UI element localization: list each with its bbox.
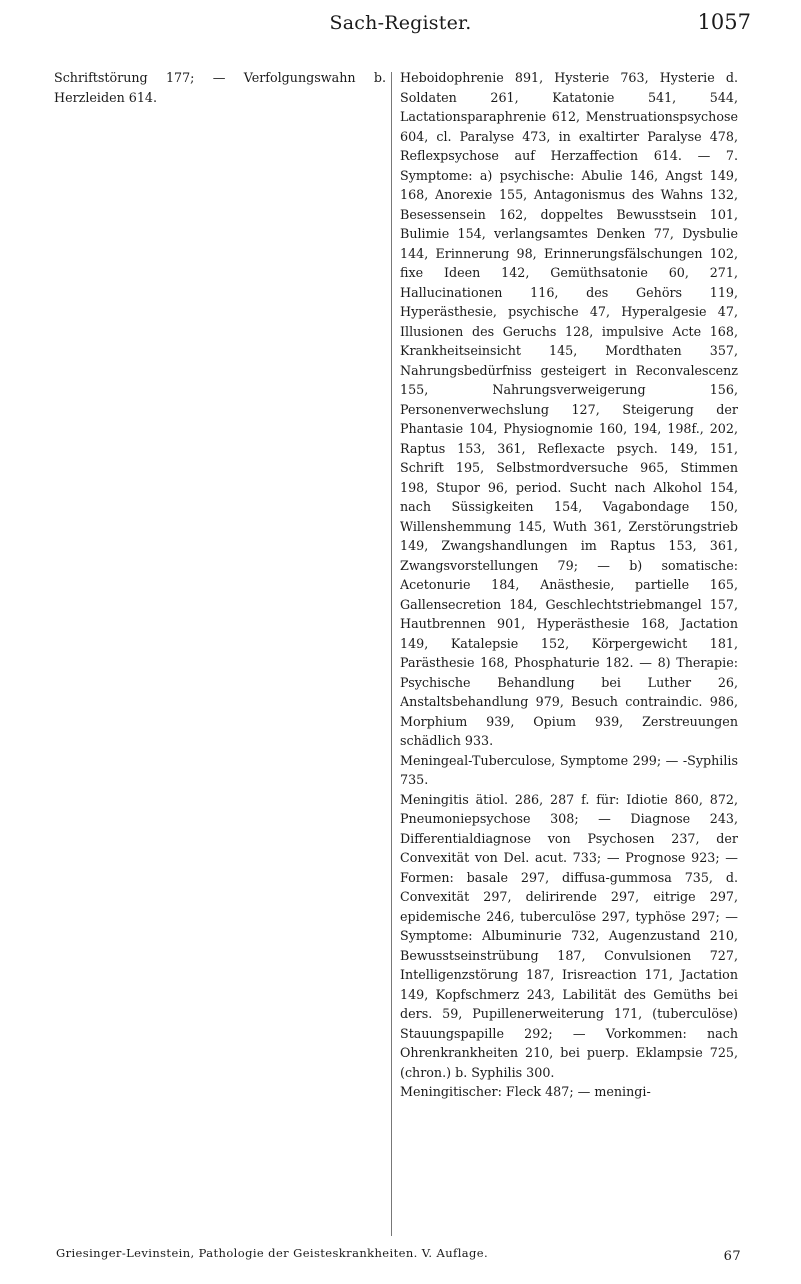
page-heading: Sach-Register.	[329, 12, 472, 34]
left-column	[54, 68, 392, 1240]
right-column	[400, 68, 738, 1240]
index-entry: Meningitis ätiol. 286, 287 f. für: Idiotie 860, 872, Pneumoniepsychose 308; — Diagnose 243, Differentialdiagnose von Psychosen 237, der Convexität von Del. acut. 733; — Prognose 923; — Formen: basale 297, diffusa-gummosa 735, d. Convexität 297, delirirende 297, eitrige 297, epidemische 246, tuberculöse 297, typhöse 297; — Symptome: Albuminurie 732, Augenzustand 210, Bewusstseinstrübung 187, Convulsionen 727, Intelligenzstörung 187, Irisreaction 171, Jactation 149, Kopfschmerz 243, Labilität des Gemüths bei ders. 59, Pupillenerweiterung 171, (tuberculöse) Stauungspapille 292; — Vorkommen: nach Ohrenkrankheiten 210, bei puerp. Eklampsie 725, (chron.) b. Syphilis 300.	[400, 791, 738, 1080]
index-entry: Meningitischer: Fleck 487; — meningi-	[400, 1084, 651, 1099]
index-entry: Meningeal-Tuberculose, Symptome 299; — -Syphilis 735.	[400, 752, 738, 787]
index-entry: Heboidophrenie 891, Hysterie 763, Hysterie d. Soldaten 261, Katatonie 541, 544, Lactationsparaphrenie 612, Menstruationspsychose 604, cl. Paralyse 473, in exaltirter Paralyse 478, Reflexpsychose auf Herzaffection 614. — 7. Symptome: a) psychische: Abulie 146, Angst 149, 168, Anorexie 155, Antagonismus des Wahns 132, Besessensein 162, doppeltes Bewusstsein 101, Bulimie 154, verlangsamtes Denken 77, Dysbulie 144, Erinnerung 98, Erinnerungsfälschungen 102, fixe Ideen 142, Gemüthsatonie 60, 271, Hallucinationen 116, des Gehörs 119, Hyperästhesie, psychische 47, Hyperalgesie 47, Illusionen des Geruchs 128, impulsive Acte 168, Krankheitseinsicht 145, Mordthaten 357, Nahrungsbedürfniss gesteigert in Reconvalescenz 155, Nahrungsverweigerung 156, Personenverwechslung 127, Steigerung der Phantasie 104, Physiognomie 160, 194, 198f., 202, Raptus 153, 361, Reflexacte psych. 149, 151, Schrift 195, Selbstmordversuche 965, Stimmen 198, Stupor 96, period. Sucht nach Alkohol 154, nach Süssigkeiten 154, Vagabondage 150, Willenshemmung 145, Wuth 361, Zerstörungstrieb 149, Zwangshandlungen im Raptus 153, 361, Zwangsvorstellungen 79; — b) somatische: Acetonurie 184, Anästhesie, partielle 165, Gallensecretion 184, Geschlechtstriebmangel 157, Hautbrennen 901, Hyperästhesie 168, Jactation 149, Katalepsie 152, Körpergewicht 181, Parästhesie 168, Phosphaturie 182. — 8) Therapie: Psychische Behandlung bei Luther 26, Anstaltsbehandlung 979, Besuch contraindic. 986, Morphium 939, Opium 939, Zerstreuungen schädlich 933.	[400, 70, 738, 748]
column-divider	[391, 72, 392, 1236]
sheet-signature: 67	[723, 1249, 741, 1264]
page-number: 1057	[697, 10, 751, 34]
footer-citation: Griesinger-Levinstein, Pathologie der Geisteskrankheiten. V. Auflage.	[56, 1246, 489, 1260]
page-footer	[56, 1246, 741, 1264]
index-entry: Schriftstörung 177; — Verfolgungswahn b. Herzleiden 614.	[54, 70, 386, 105]
